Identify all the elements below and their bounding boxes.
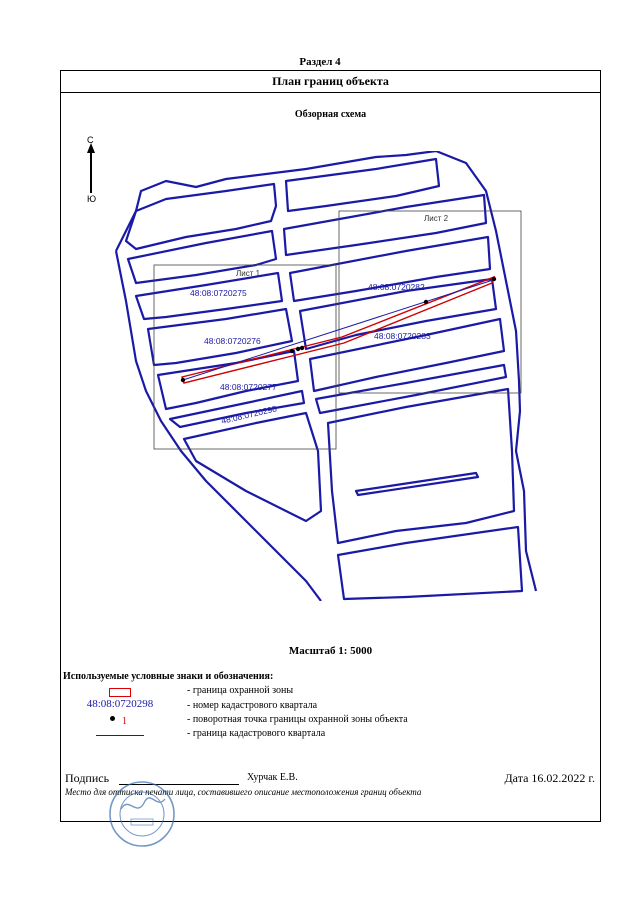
section-title: Раздел 4 xyxy=(299,56,341,68)
document-frame xyxy=(60,70,601,822)
legend-text: - поворотная точка границы охранной зоны объекта xyxy=(187,714,408,725)
north-arrow-icon xyxy=(85,135,101,207)
parcel-label: 48:08:0720298 xyxy=(220,403,278,426)
parcel-label: 48:08:0720283 xyxy=(374,331,431,341)
legend-text: - граница охранной зоны xyxy=(187,685,294,696)
block-14 xyxy=(328,389,514,543)
legend-text: - номер кадастрового квартала xyxy=(187,700,318,711)
map-boundary-left xyxy=(116,251,321,601)
overview-map xyxy=(106,151,576,601)
turning-point-icon: 1 xyxy=(100,714,140,728)
stamp-note: Место для оттиска печати лица, составившего описание местоположения границ объекта xyxy=(65,787,422,797)
stamp-seal-icon xyxy=(107,779,177,849)
signer-name: Хурчак Е.В. xyxy=(247,772,298,783)
parcel-label: 48:08:0720276 xyxy=(204,336,261,346)
signature-label: Подпись xyxy=(65,771,110,785)
parcel-border-icon xyxy=(75,728,165,739)
legend-text: - граница кадастрового квартала xyxy=(187,728,326,739)
legend-item xyxy=(61,685,600,699)
scale-label: Масштаб 1: 5000 xyxy=(288,645,373,657)
block-2 xyxy=(286,159,439,211)
sheet-label-2: Лист 2 xyxy=(424,214,449,223)
legend-item xyxy=(61,714,600,728)
compass-south: Ю xyxy=(87,194,97,204)
block-4 xyxy=(284,195,486,255)
legend-item xyxy=(61,700,600,714)
page-title: План границ объекта xyxy=(61,71,600,93)
parcel-number-sample: 48:08:0720298 xyxy=(86,698,154,710)
block-1 xyxy=(126,184,276,249)
legend-title: Используемые условные знаки и обозначения: xyxy=(63,671,274,682)
signature-date: Дата 16.02.2022 г. xyxy=(504,771,595,785)
parcel-label: 48:08:0720282 xyxy=(368,282,425,292)
parcel-label: 48:08:0720275 xyxy=(190,288,247,298)
compass-north: С xyxy=(87,135,94,145)
legend-item xyxy=(61,728,600,742)
parcel-label: 48:08:0720277 xyxy=(220,382,277,392)
sheet-label-1: Лист 1 xyxy=(236,269,261,278)
scheme-title: Обзорная схема xyxy=(294,109,367,120)
block-13 xyxy=(184,413,321,521)
strip xyxy=(356,473,478,495)
